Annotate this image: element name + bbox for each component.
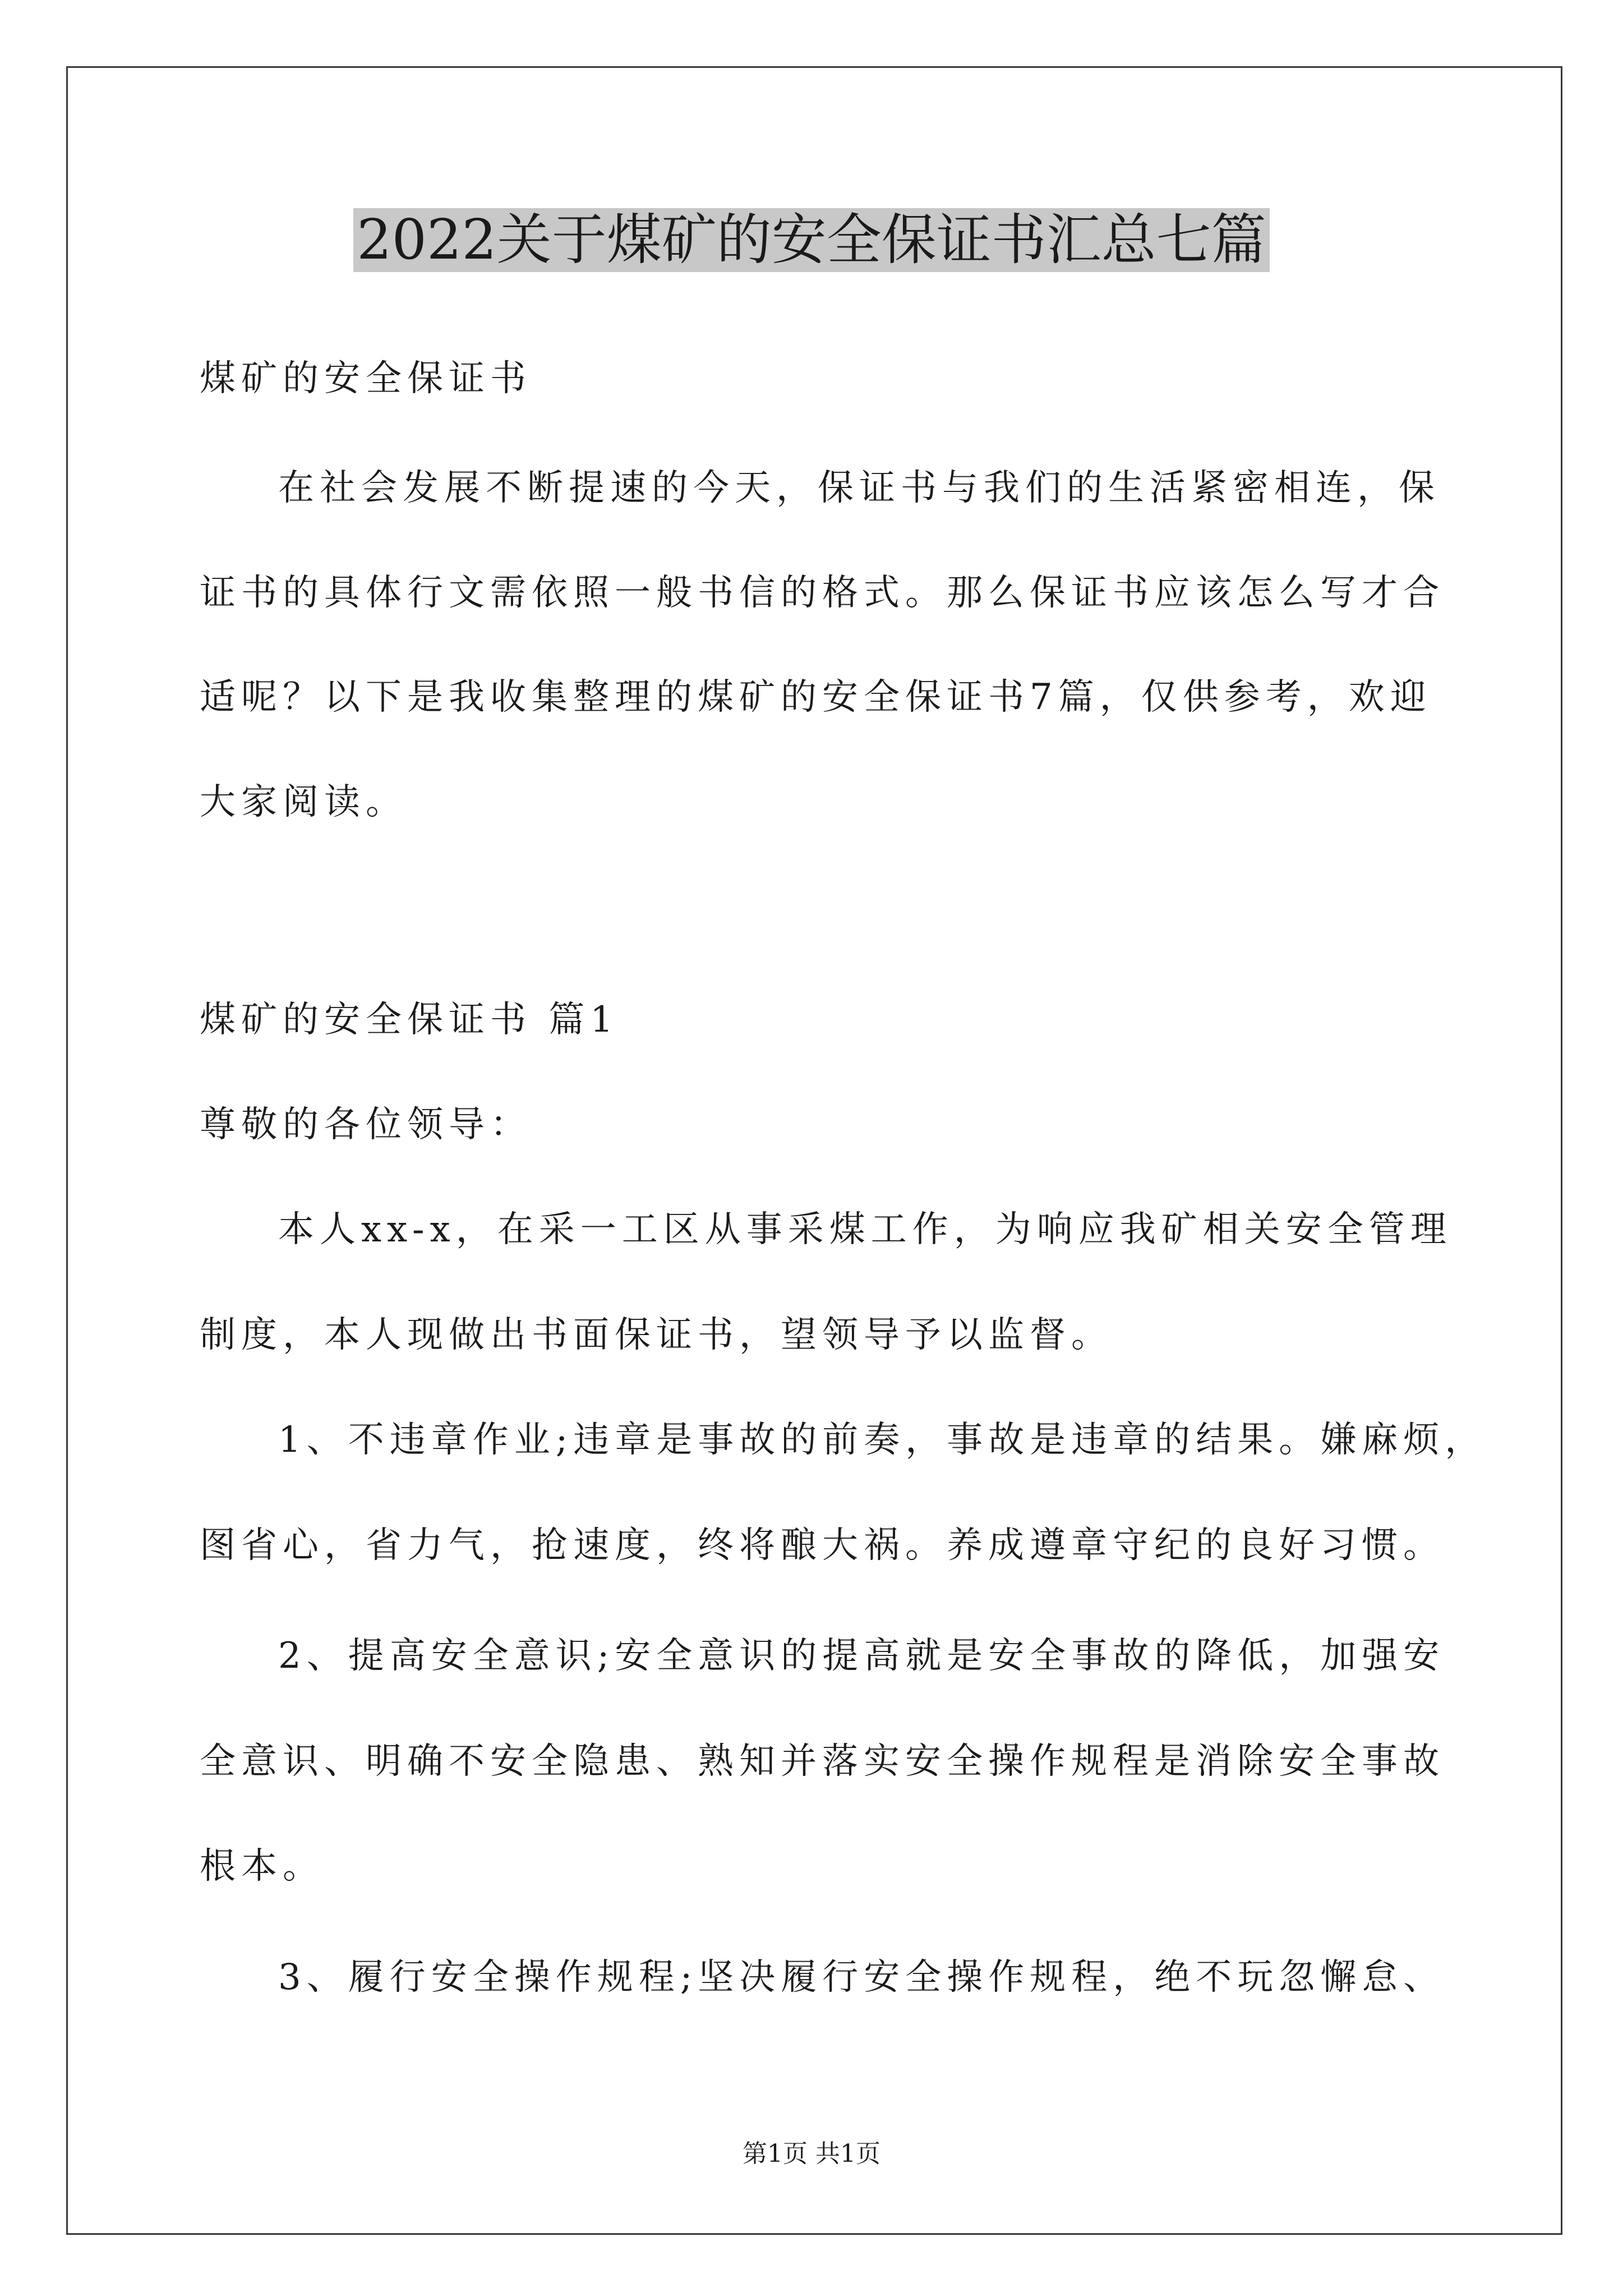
paragraph-line: 全意识、明确不安全隐患、熟知并落实安全操作规程是消除安全事故 (200, 1741, 1445, 1782)
paragraph-line: 制度，本人现做出书面保证书，望领导予以监督。 (200, 1314, 1113, 1356)
page-number: 第1页 共1页 (743, 2139, 880, 2168)
paragraph-line: 在社会发展不断提速的今天，保证书与我们的生活紧密相连，保 (278, 467, 1440, 509)
paragraph-line: 适呢？以下是我收集整理的煤矿的安全保证书7篇，仅供参考，欢迎 (200, 677, 1432, 718)
paragraph-line: 本人xx-x，在采一工区从事采煤工作，为响应我矿相关安全管理 (278, 1209, 1452, 1250)
paragraph-line: 大家阅读。 (200, 781, 407, 823)
section-heading: 煤矿的安全保证书 (200, 358, 532, 399)
list-item: 2、提高安全意识;安全意识的提高就是安全事故的降低，加强安 (278, 1635, 1445, 1677)
section-heading: 煤矿的安全保证书 篇1 (200, 999, 619, 1041)
title-text: 2022关于煤矿的安全保证书汇总七篇 (353, 208, 1269, 272)
list-item: 3、履行安全操作规程;坚决履行安全操作规程，绝不玩忽懈怠、 (278, 1957, 1445, 1998)
paragraph-line: 图省心，省力气，抢速度，终将酿大祸。养成遵章守纪的良好习惯。 (200, 1525, 1445, 1566)
list-item: 1、不违章作业;违章是事故的前奏，事故是违章的结果。嫌麻烦， (278, 1419, 1487, 1461)
paragraph-line: 证书的具体行文需依照一般书信的格式。那么保证书应该怎么写才合 (200, 572, 1445, 614)
salutation: 尊敬的各位领导： (200, 1104, 532, 1145)
paragraph-line: 根本。 (200, 1846, 324, 1887)
document-title (0, 201, 1623, 279)
